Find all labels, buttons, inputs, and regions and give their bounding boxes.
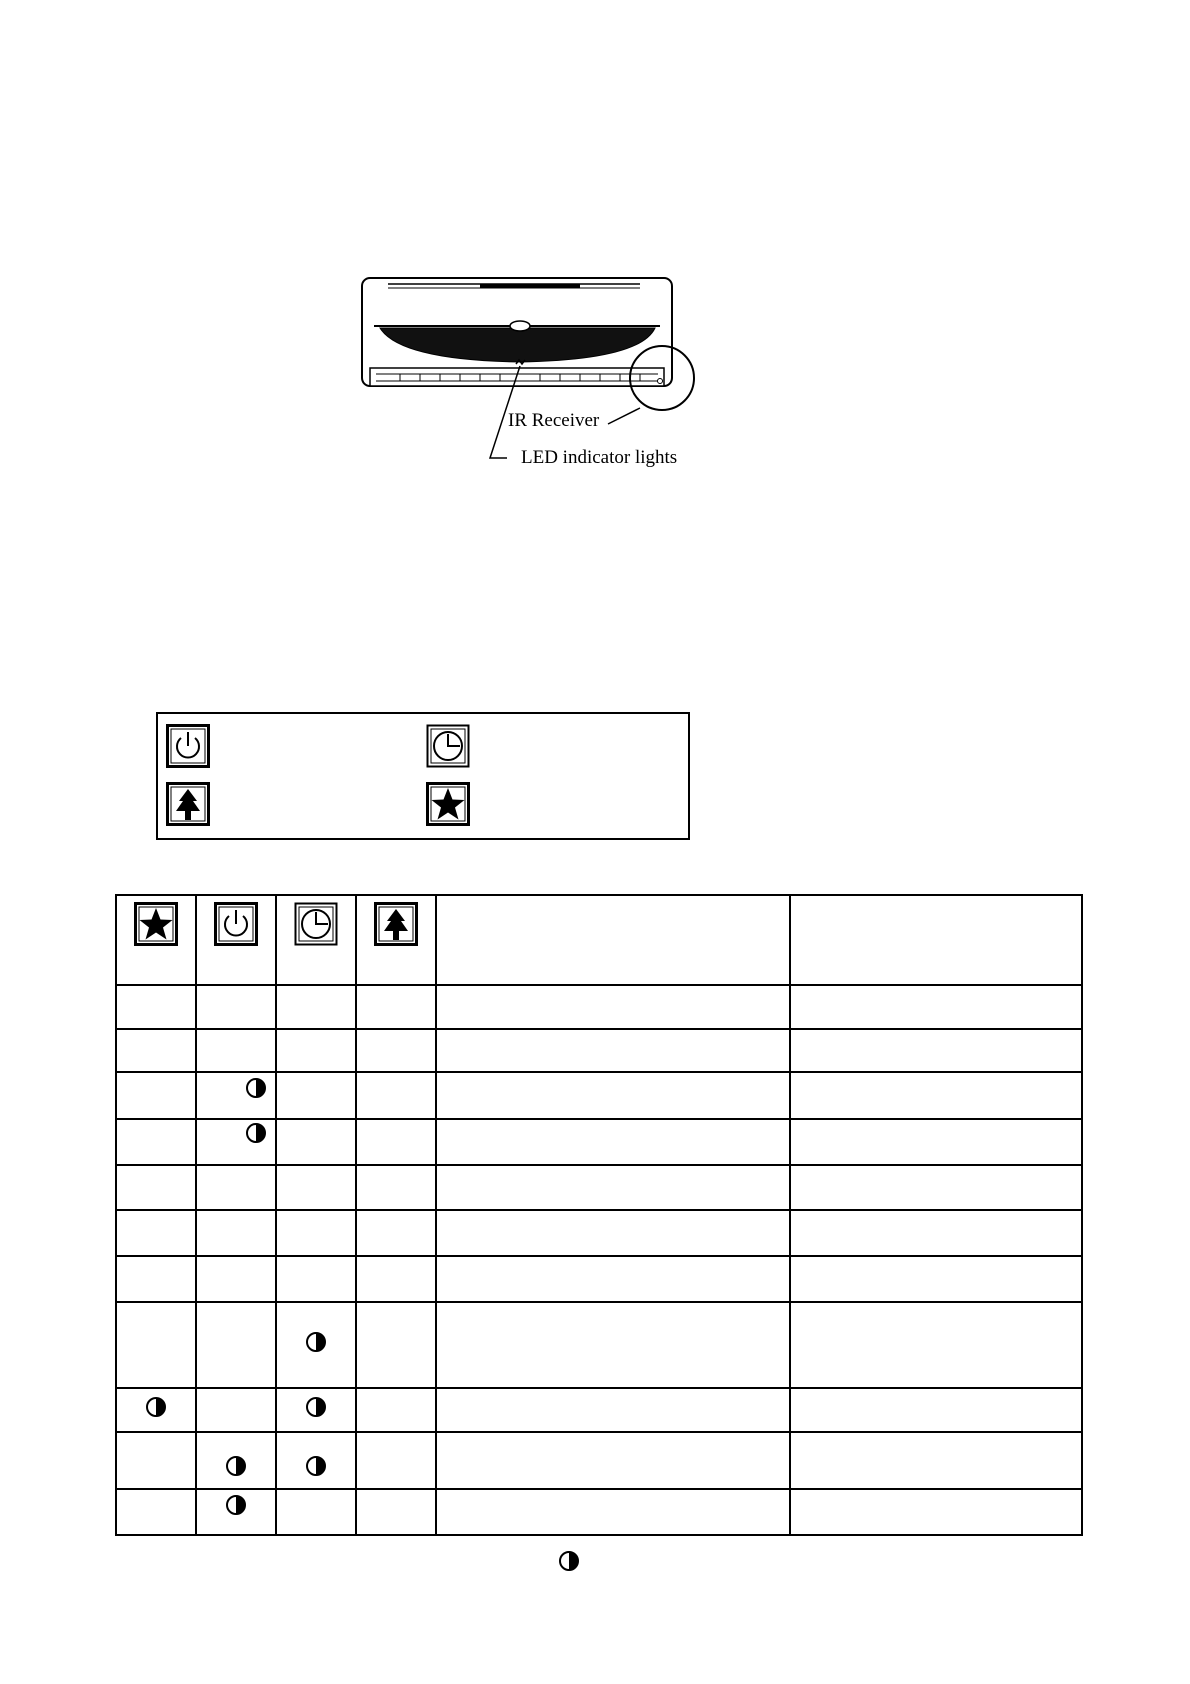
indicator-legend xyxy=(156,712,690,840)
header-tree-cell xyxy=(356,895,436,985)
table-row xyxy=(116,985,1082,1029)
table-row xyxy=(116,1210,1082,1255)
half-circle-icon xyxy=(245,1077,267,1099)
air-conditioner-illustration xyxy=(340,260,700,475)
timer-icon xyxy=(426,724,470,768)
power-icon xyxy=(214,902,258,946)
ir-receiver-label: IR Receiver xyxy=(508,410,600,431)
table-row xyxy=(116,1388,1082,1432)
header-description-cell xyxy=(436,895,790,985)
table-row xyxy=(116,1165,1082,1210)
header-star-cell xyxy=(116,895,196,985)
half-circle-icon xyxy=(145,1396,167,1418)
power-icon xyxy=(166,724,210,768)
tree-icon xyxy=(166,782,210,826)
indoor-unit-diagram xyxy=(340,260,700,475)
table-row xyxy=(116,1489,1082,1535)
half-circle-icon xyxy=(305,1455,327,1477)
table-row xyxy=(116,1256,1082,1302)
half-circle-icon xyxy=(245,1122,267,1144)
indicator-status-table xyxy=(115,894,1083,1536)
table-row xyxy=(116,1432,1082,1489)
header-remedy-cell xyxy=(790,895,1082,985)
header-timer-cell xyxy=(276,895,356,985)
timer-icon xyxy=(294,902,338,946)
star-icon xyxy=(134,902,178,946)
table-header-row xyxy=(116,895,1082,985)
led-indicator-label: LED indicator lights xyxy=(521,447,678,468)
star-icon xyxy=(426,782,470,826)
half-circle-icon xyxy=(225,1494,247,1516)
half-circle-icon xyxy=(305,1331,327,1353)
table-row xyxy=(116,1119,1082,1165)
header-power-cell xyxy=(196,895,276,985)
table-row xyxy=(116,1029,1082,1072)
half-circle-icon xyxy=(558,1550,580,1572)
table-row xyxy=(116,1072,1082,1119)
table-row xyxy=(116,1302,1082,1388)
half-circle-icon xyxy=(225,1455,247,1477)
half-circle-icon xyxy=(305,1396,327,1418)
tree-icon xyxy=(374,902,418,946)
